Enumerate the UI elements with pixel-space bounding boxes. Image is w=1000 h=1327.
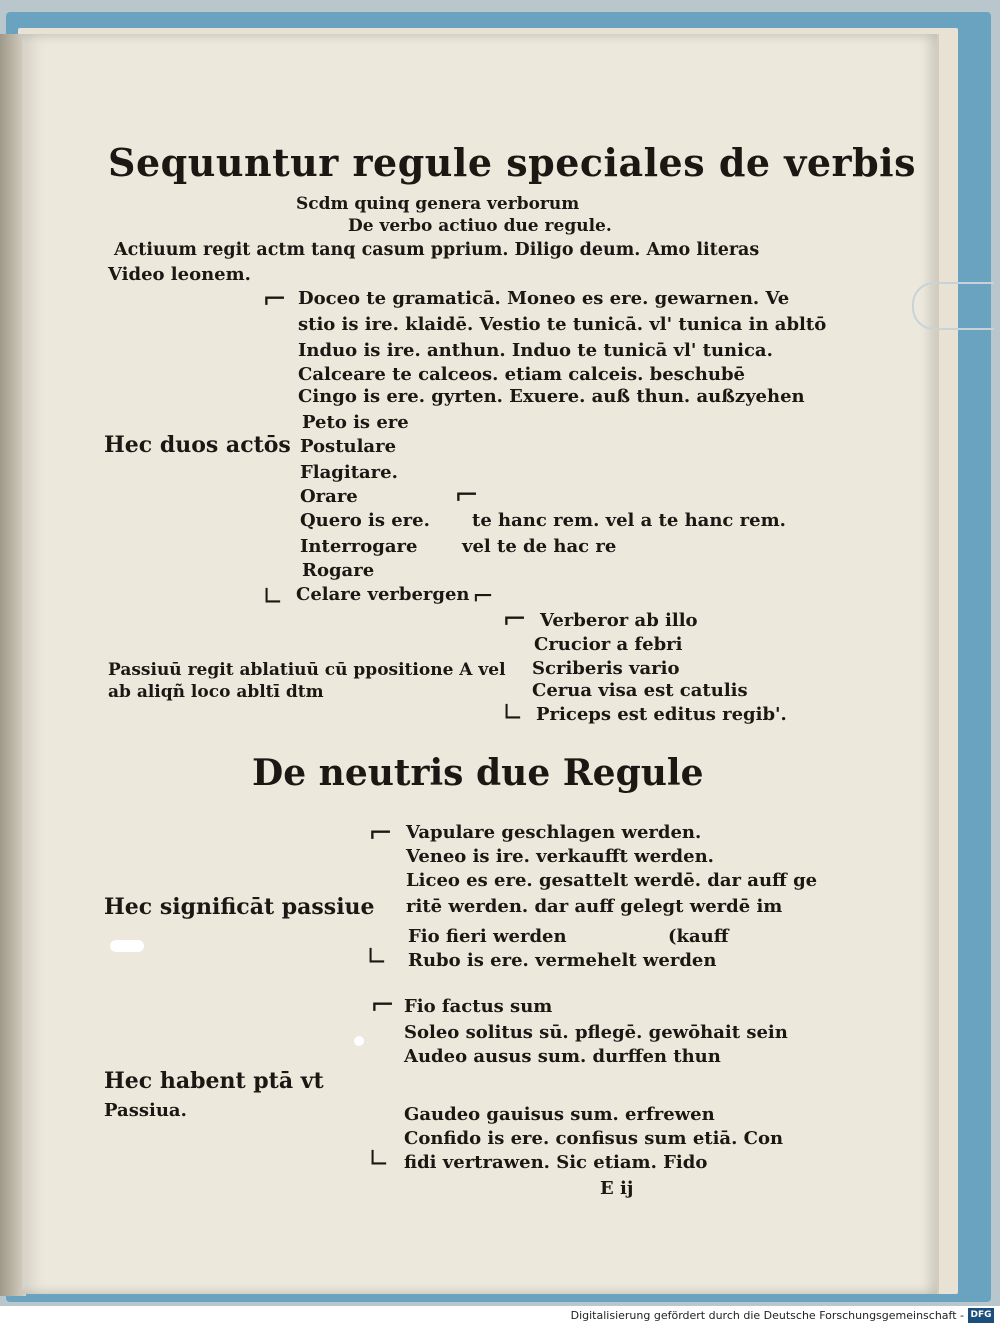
brace-bottom: ∟ (262, 582, 284, 612)
neutral-kauff: (kauff (668, 926, 729, 947)
rule1-line2: Video leonem. (108, 264, 251, 285)
neutral-item: ritē werden. dar auff gelegt werdē im (406, 896, 783, 917)
section-title-neutris: De neutris due Regule (252, 752, 704, 794)
neutral-item: Vapulare geschlagen werden. (406, 822, 702, 843)
habent-item: Audeo ausus sum. durffen thun (404, 1046, 721, 1067)
group2-verb: Peto is ere (302, 412, 409, 433)
brace-left: ⌐ (370, 988, 396, 1023)
passive-line-1: Passiuū regit ablatiuū cū ppositione A vel (108, 660, 506, 680)
group2-right-2: vel te de hac re (462, 536, 617, 557)
habent-item: Gaudeo gauisus sum. erfrewen (404, 1104, 715, 1125)
brace-left: ⌐ (262, 282, 288, 317)
list1-item: Doceo te gramaticā. Moneo es ere. gewarnen. Ve (298, 288, 790, 309)
group2-right-1: te hanc rem. vel a te hanc rem. (472, 510, 786, 531)
group2-verb: Interrogare (300, 536, 418, 557)
footer-credit: Digitalisierung gefördert durch die Deutsche Forschungsgemeinschaft - (570, 1309, 964, 1322)
heading-sub-1: Scdm quinq genera verborum (296, 194, 580, 214)
list1-item: stio is ire. klaidē. Vestio te tunicā. vl' tunica in abltō (298, 314, 827, 335)
habent-item: Fio factus sum (404, 996, 553, 1017)
group2-verb: Orare (300, 486, 358, 507)
habent-item: Soleo solitus sū. pflegē. gewōhait sein (404, 1022, 788, 1043)
group2-label: Hec duos actōs (104, 432, 291, 458)
passive-example: Scriberis vario (532, 658, 680, 679)
passive-example: Cerua visa est catulis (532, 680, 748, 701)
brace-bottom: ∟ (368, 1144, 390, 1174)
list1-item: Induo is ire. anthun. Induo te tunicā vl' tunica. (298, 340, 773, 361)
group2-verb: Postulare (300, 436, 397, 457)
group2-verb: Rogare (302, 560, 375, 581)
group2-verb: Celare verbergen (296, 584, 470, 605)
rule1-line1: Actiuum regit actm tanq casum pprium. Diligo deum. Amo literas (114, 240, 760, 260)
paper-hole (354, 1036, 364, 1046)
paper-hole (110, 940, 144, 952)
heading-sub-2: De verbo actiuo due regule. (348, 216, 612, 236)
brace-left: ⌐ (454, 478, 480, 513)
page-heading: Sequuntur regule speciales de verbis (108, 140, 916, 185)
brace-bottom: ⌐ (472, 582, 494, 612)
group2-verb: Flagitare. (300, 462, 398, 483)
passive-example: Verberor ab illo (540, 610, 698, 631)
passive-example: Crucior a febri (534, 634, 683, 655)
habent-item: Confido is ere. confisus sum etiā. Con (404, 1128, 784, 1149)
dfg-logo: DFG (968, 1308, 994, 1323)
neutral-label: Hec significāt passiue (104, 894, 375, 920)
habent-label-1: Hec habent ptā vt (104, 1068, 324, 1094)
brace-left: ⌐ (368, 816, 394, 851)
signature-mark: E ij (600, 1178, 634, 1199)
page-clip (912, 282, 994, 330)
neutral-item: Veneo is ire. verkaufft werden. (406, 846, 714, 867)
neutral-item: Rubo is ere. vermehelt werden (408, 950, 717, 971)
neutral-item: Fio fieri werden (408, 926, 567, 947)
list1-item: Cingo is ere. gyrten. Exuere. auß thun. außzyehen (298, 386, 805, 407)
brace-bottom: ∟ (502, 698, 524, 728)
habent-label-2: Passiua. (104, 1100, 187, 1121)
group2-verb: Quero is ere. (300, 510, 430, 531)
passive-example: Priceps est editus regib'. (536, 704, 787, 725)
neutral-item: Liceo es ere. gesattelt werdē. dar auff ge (406, 870, 818, 891)
habent-item: fidi vertrawen. Sic etiam. Fido (404, 1152, 708, 1173)
brace-left: ⌐ (502, 602, 528, 637)
list1-item: Calceare te calceos. etiam calceis. beschubē (298, 364, 745, 385)
brace-bottom: ∟ (366, 942, 388, 972)
passive-line-2: ab aliqñ loco abltī dtm (108, 682, 324, 702)
